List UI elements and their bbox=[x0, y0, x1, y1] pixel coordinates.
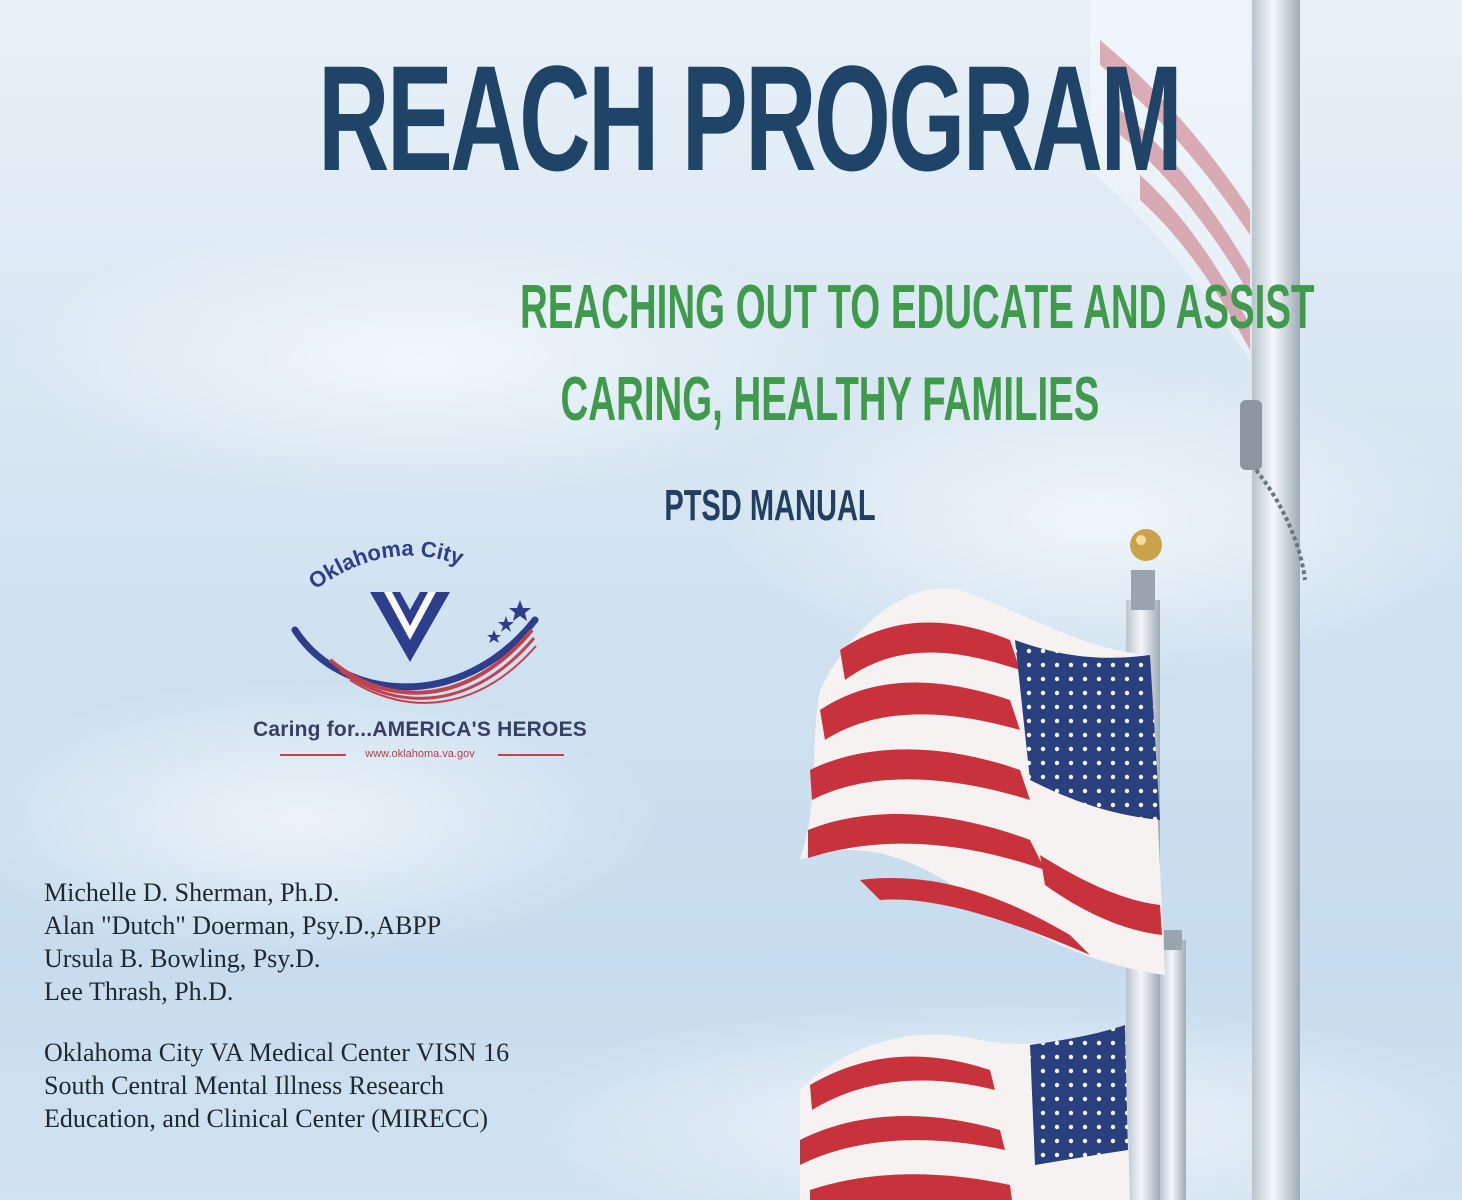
author-list bbox=[44, 876, 441, 1008]
author-3: Ursula B. Bowling, Psy.D. bbox=[44, 944, 321, 973]
oklahoma-city-va-logo bbox=[220, 530, 620, 770]
american-flag-upper bbox=[800, 588, 1165, 975]
american-flag-lower bbox=[800, 1025, 1130, 1200]
subtitle-line-2: CARING, HEALTHY FAMILIES bbox=[560, 365, 1100, 434]
logo-arc-text: Oklahoma City bbox=[303, 535, 467, 594]
affiliation-line-3: Education, and Clinical Center (MIRECC) bbox=[44, 1104, 489, 1133]
subtitle-line-1: REACHING OUT TO EDUCATE AND ASSIST bbox=[520, 273, 1315, 342]
affiliation-line-2: South Central Mental Illness Research bbox=[44, 1071, 445, 1100]
affiliation-line-1: Oklahoma City VA Medical Center VISN 16 bbox=[44, 1038, 510, 1067]
va-logo-icon bbox=[220, 530, 620, 720]
document-title: REACH PROGRAM bbox=[318, 34, 1181, 202]
document-subtitle bbox=[330, 262, 1330, 446]
author-1: Michelle D. Sherman, Ph.D. bbox=[44, 878, 340, 907]
va-mark-icon bbox=[370, 592, 450, 662]
manual-label: PTSD MANUAL bbox=[664, 481, 876, 530]
logo-tagline: Caring for...AMERICA'S HEROES bbox=[253, 718, 587, 741]
author-2: Alan "Dutch" Doerman, Psy.D.,ABPP bbox=[44, 911, 442, 940]
url-divider-right bbox=[498, 754, 564, 756]
logo-url: www.oklahoma.va.gov bbox=[365, 748, 475, 760]
author-4: Lee Thrash, Ph.D. bbox=[44, 977, 234, 1006]
affiliation-block bbox=[44, 1036, 509, 1135]
